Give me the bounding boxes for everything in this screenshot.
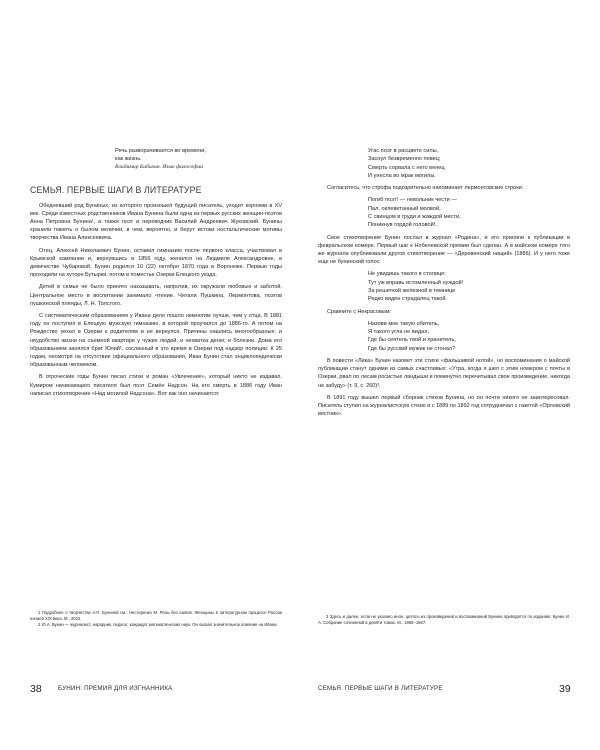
- body-paragraph: В повести «Лика» Бунин назовет эти стихи «фальшивой нотой», но воспоминания о майской публикации станут одними из самых счастливых: «Утра, когда я шел с этим номером с почты в Озерки, рвал по лесам росистые ландыши и поминутно перечитывал свое произведение, никогда не забуду» (т. 9, с. 260)³.: [318, 357, 570, 389]
- right-text-column: [318, 147, 570, 418]
- verse-line: Редко виден страдалец такой.: [368, 296, 448, 303]
- verse-line: Где бы русский мужик не стонал?: [368, 345, 456, 352]
- body-paragraph: В отроческие годы Бунин писал стихи и роман «Увлечение», который никто не издавал. Кумиром начинающего писателя был поэт Семён Надсон. На его смерть в 1886 году Иван написал стихотворение «Над могилой Надсона». Вот как оно начинается:: [30, 374, 282, 397]
- right-page: [300, 0, 600, 750]
- left-text-column: [30, 147, 282, 398]
- footnote: 2 Ю.А. Бунин — журналист, народник, педагог, кандидат математических наук. Он оказал значительное влияние на Ивана.: [38, 622, 278, 627]
- epigraph-line: Речь разворачивается во времени,: [115, 148, 206, 154]
- verse-line: Где бы сеятель твой и хранитель,: [368, 337, 456, 344]
- verse-line: Пал, оклеветанный молвой,: [368, 205, 441, 212]
- body-paragraph: Согласитесь, что строфа подозрительно напоминает лермонтовские строки:: [327, 185, 524, 192]
- verse-block: [368, 320, 570, 353]
- body-paragraph: Свое стихотворение Бунин послал в журнал «Родина», и его приняли к публикации в февральском номере. Первый шаг к Нобелевской премии был сделан. А в майском номере того же журнала опубликовали другое стихотворение — «Деревенский нищий» (1886). И у него тоже еще не бунинский голос:: [318, 234, 570, 266]
- chapter-title: СЕМЬЯ. ПЕРВЫЕ ШАГИ В ЛИТЕРАТУРЕ: [30, 184, 202, 195]
- verse-line: Тут уж вправь истомленный нуждой!: [368, 279, 464, 286]
- epigraph-attribution: Владимир Бибихин. Язык философии: [115, 164, 203, 171]
- verse-block: [368, 196, 570, 229]
- body-paragraph: В 1891 году вышел первый сборник стихов Бунина, но он почти никого не заинтересовал. Писатель ступил на журналистскую стезю и с 1889 по 1892 год сотрудничал с газетой «Орловский вестник».: [318, 394, 570, 418]
- verse-line: Угас поэт в расцвете силы,: [368, 148, 439, 154]
- footnote: 1 Подробнее о творчестве А.П. Буниной см.: Нестеренко М. Розы без шипов. Женщины в литературном процессе России начала XIX века. М., 2022.: [30, 610, 282, 621]
- right-footnotes: [318, 614, 570, 626]
- body-paragraph: С систематическим образованием у Ивана дело пошло немногим лучше, чем у отца. В 1881 году он поступил в Елецкую мужскую гимназию, в которой проучился до 1886-го. А потом на Рождество уехал в Озерки к родителям и не вернулся. Причины нашлись многообразные: и неудобство жизни на съемной квартире у чужих людей, и нехватка денег, и болезни. Дома его образованием занялся брат Юлий², сосланный в это время в Озерки под надзор полиции. К 25 годам, несмотря на отсутствие официального образования, Иван Бунин стал энциклопедически образованным человеком.: [30, 313, 282, 369]
- footnote: 3 Здесь и далее, если не указано иное, цитаты из произведений и воспоминаний Бунина приводятся по изданию: Бунин И. А. Собрание сочинений в девяти томах. М., 1965–1967.: [318, 614, 570, 625]
- running-head: СЕМЬЯ. ПЕРВЫЕ ШАГИ В ЛИТЕРАТУРЕ: [318, 685, 443, 692]
- verse-line: Заснул безвременно певец;: [368, 156, 441, 163]
- body-paragraph: Обедневший род Буниных, из которого произошел будущий писатель, уходит корнями в XV век. Среди известных родственников Ивана Бунина были одна из первых русских женщин-поэтов Анна Петровна Бунина¹, а также поэт и переводчик Василий Андреевич Жуковский. Бунины хранили память о былом величии, в чем, вероятно, и берут истоки ностальгические мотивы творчества Ивана Алексеевича.: [30, 202, 282, 242]
- verse-line: Я такого угла не видал,: [368, 329, 430, 336]
- page-number: 38: [30, 683, 42, 695]
- running-head: БУНИН: ПРЕМИЯ ДЛЯ ИЗГНАННИКА: [58, 685, 173, 692]
- body-paragraph: Отец, Алексей Николаевич Бунин, оставил гимназию после первого класса, участвовал в Крымской кампании и, вернувшись в 1856 году, женился на Людмиле Александровне, в девичестве Чубаровой. Бунин родился 10 (22) октября 1870 года в Воронеже. Первые годы проходили на хуторе Бутырки, потом в поместье Озерки Елецкого уезда.: [30, 247, 282, 279]
- left-footnotes: [30, 610, 282, 628]
- body-paragraph: Детей в семье не было принято наказывать, напротив, их окружали любовью и заботой. Центральное место в воспитании занимало чтение. Читали Пушкина, Лермонтова, поэтов пушкинской плеяды, Л. Н. Толстого.: [30, 284, 282, 307]
- body-paragraph: Сравните с Некрасовым:: [327, 308, 392, 315]
- verse-line: Погиб поэт! — невольник чести —: [368, 197, 457, 204]
- verse-block: [368, 147, 570, 180]
- verse-block: [368, 270, 570, 303]
- verse-line: За решеткой железной в темнице: [368, 287, 456, 294]
- verse-line: Назови мне такую обитель,: [368, 320, 440, 327]
- verse-line: С свинцом в груди и жаждой мести,: [368, 213, 461, 220]
- epigraph-line: как жизнь.: [115, 156, 142, 163]
- verse-line: Смерть сорвала с него венец: [368, 164, 445, 171]
- page-number: 39: [559, 683, 571, 695]
- verse-line: Не увидишь такого в столице:: [368, 271, 446, 278]
- verse-line: Поникнув гордой головой!..: [368, 222, 439, 229]
- epigraph: [115, 147, 282, 172]
- verse-line: И унесла во мрак могилы.: [368, 172, 436, 179]
